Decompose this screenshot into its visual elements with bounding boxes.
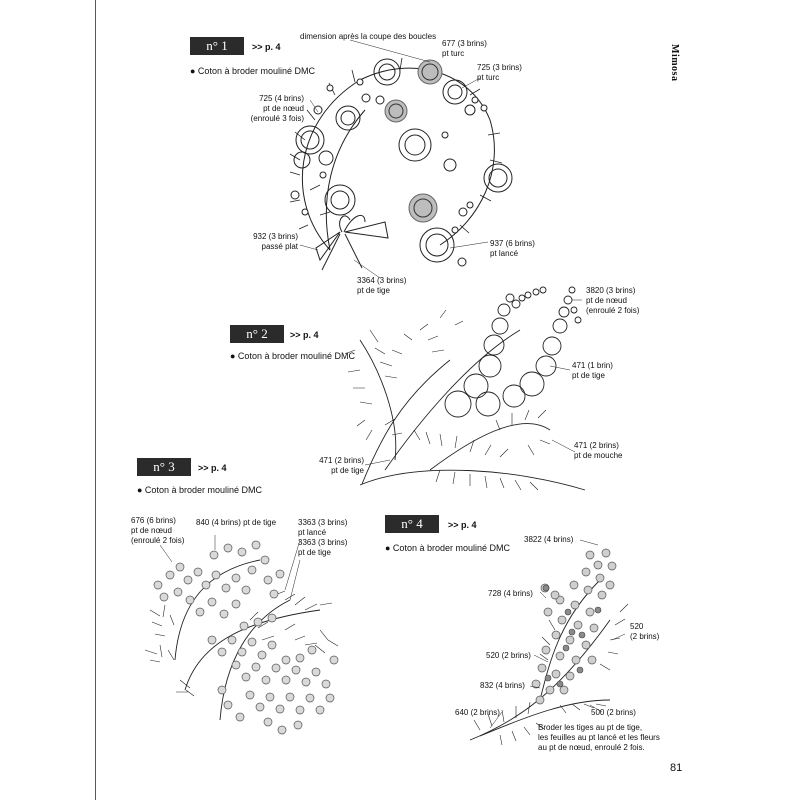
label-725-noeud [238,94,304,124]
label-725-noeud-line3: (enroulé 3 fois) [250,114,304,123]
branch-leader-lines [365,300,582,465]
pattern-2-branch [345,287,585,490]
label-677 [442,39,487,59]
label-725-turc [477,63,522,83]
label-840: 840 (4 brins) pt de tige [196,518,277,527]
label-3363-line4: pt de tige [298,548,331,557]
label-471-tige [300,456,364,476]
label-677-line2: pt turc [442,49,465,58]
label-725-turc-line2: pt turc [477,73,500,82]
page-title: Mimosa [669,44,680,82]
label-725-noeud-line2: pt de nœud [263,104,304,113]
label-932-line2: passé plat [261,242,298,251]
pattern-number-badge-4: n° 4 [385,515,439,533]
label-676-line2: pt de nœud [131,526,172,535]
label-640: 640 (2 brins) [455,708,500,717]
instruction-line1: Broder les tiges au pt de tige, [538,723,643,732]
page-reference-2: >> p. 4 [290,330,319,340]
page-reference-1: >> p. 4 [252,42,281,52]
label-3363-line3: 3363 (3 brins) [298,538,348,547]
wreath-filled-circles [385,60,442,222]
label-932 [240,232,298,252]
label-520-right-line2: (2 brins) [630,632,660,641]
label-471-mouche [574,441,622,461]
label-500: 500 (2 brins) [591,708,636,717]
label-677-line1: 677 (3 brins) [442,39,487,48]
label-520-left: 520 (2 brins) [486,651,531,660]
page-reference-3: >> p. 4 [198,463,227,473]
label-3820-line2: pt de nœud [586,296,627,305]
page-number: 81 [670,762,683,774]
label-3363 [298,518,347,558]
label-3820 [586,286,639,316]
label-3364-line2: pt de tige [357,286,390,295]
instruction-line2: les feuilles au pt lancé et les fleurs [538,733,660,742]
label-3363-line2: pt lancé [298,528,327,537]
label-471-tige-line2: pt de tige [331,466,364,475]
label-937-line1: 937 (6 brins) [490,239,535,248]
label-471-mouche-line1: 471 (2 brins) [574,441,619,450]
label-725-turc-line1: 725 (3 brins) [477,63,522,72]
label-520-right [630,622,659,642]
thread-brand-1: ● Coton à broder mouliné DMC [190,66,315,76]
sprig-dark-knots [543,585,601,687]
pattern-number-badge-3: n° 3 [137,458,191,476]
label-471-tige-line1: 471 (2 brins) [319,456,364,465]
thread-brand-3: ● Coton à broder mouliné DMC [137,485,262,495]
pattern-number-badge-1: n° 1 [190,37,244,55]
label-725-noeud-line1: 725 (4 brins) [259,94,304,103]
page-reference-4: >> p. 4 [448,520,477,530]
label-471-1brin-line2: pt de tige [572,371,605,380]
label-832: 832 (4 brins) [480,681,525,690]
label-3820-line3: (enroulé 2 fois) [586,306,640,315]
label-676-line1: 676 (6 brins) [131,516,176,525]
label-937 [490,239,535,259]
label-3363-line1: 3363 (3 brins) [298,518,348,527]
branch-circles [445,287,581,417]
thread-brand-4: ● Coton à broder mouliné DMC [385,543,510,553]
label-728: 728 (4 brins) [488,589,533,598]
embroidery-instructions [538,723,660,753]
label-471-1brin [572,361,613,381]
label-520-right-line1: 520 [630,622,644,631]
label-932-line1: 932 (3 brins) [253,232,298,241]
instruction-line3: au pt de nœud, enroulé 2 fois. [538,743,645,752]
thread-brand-2: ● Coton à broder mouliné DMC [230,351,355,361]
label-676-line3: (enroulé 2 fois) [131,536,185,545]
label-937-line2: pt lancé [490,249,519,258]
label-3364 [357,276,406,296]
label-676 [131,516,184,546]
label-dimension: dimension après la coupe des boucles [300,32,437,41]
pattern-3-cluster [145,535,338,734]
label-3364-line1: 3364 (3 brins) [357,276,407,285]
pattern-number-badge-2: n° 2 [230,325,284,343]
cluster-knots [154,541,338,734]
label-471-1brin-line1: 471 (1 brin) [572,361,613,370]
label-3822: 3822 (4 brins) [524,535,574,544]
label-471-mouche-line2: pt de mouche [574,451,623,460]
label-3820-line1: 3820 (3 brins) [586,286,636,295]
